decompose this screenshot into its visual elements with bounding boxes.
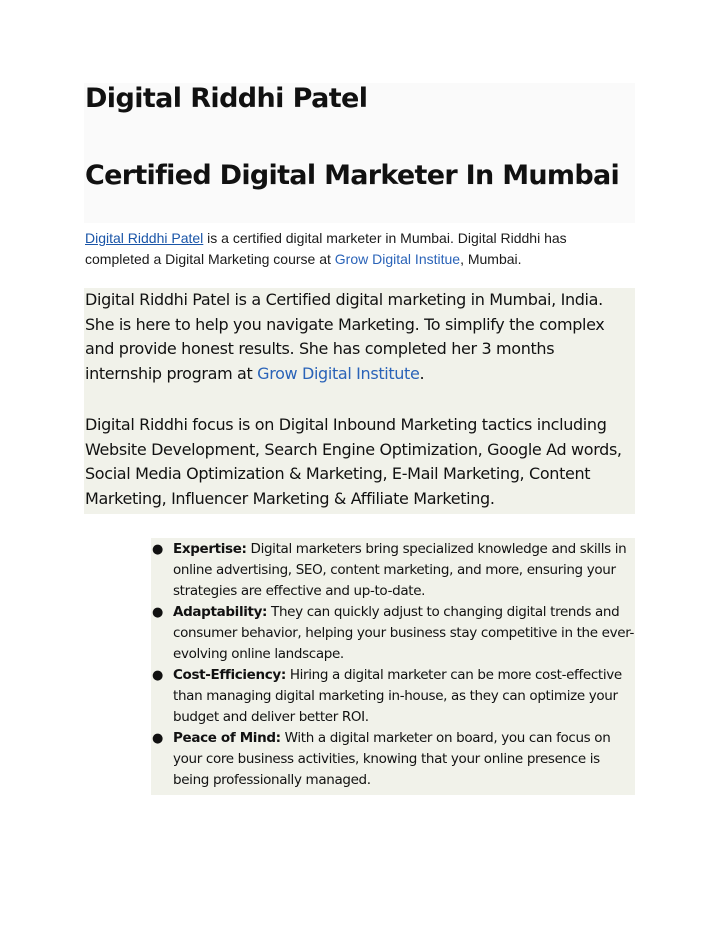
grow-digital-institute-link[interactable]: Grow Digital Institute <box>257 363 420 383</box>
list-item-term: Adaptability: <box>173 604 268 620</box>
list-item <box>152 665 636 728</box>
list-item-text: Hiring a digital marketer can be more cost-effective than managing digital marketing in-house, as they can optimize your budget and deliver better ROI. <box>173 667 622 725</box>
benefits-list <box>152 539 636 791</box>
about-paragraph-end: . <box>419 363 425 383</box>
list-item-text: With a digital marketer on board, you can focus on your core business activities, knowing that your online presence is being professionally managed. <box>173 730 611 788</box>
focus-paragraph <box>85 413 630 511</box>
list-item-term: Peace of Mind: <box>173 730 281 746</box>
list-item-term: Expertise: <box>173 541 247 557</box>
grow-digital-institue-link[interactable]: Grow Digital Institue <box>334 251 461 267</box>
page-subtitle: Certified Digital Marketer In Mumbai <box>85 160 620 191</box>
list-item-text: They can quickly adjust to changing digital trends and consumer behavior, helping your business stay competitive in the ever-evolving online landscape. <box>173 604 635 662</box>
list-item-text: Digital marketers bring specialized knowledge and skills in online advertising, SEO, content marketing, and more, ensuring your strategies are effective and up-to-date. <box>173 541 627 599</box>
about-paragraph-text: Digital Riddhi Patel is a Certified digital marketing in Mumbai, India. She is here to help you navigate Marketing. To simplify the complex and provide honest results. She has completed her 3 months internship program at <box>85 290 605 383</box>
list-item <box>152 728 636 791</box>
about-paragraph <box>85 288 630 386</box>
list-item <box>152 539 636 602</box>
bullet-icon: ● <box>152 731 163 746</box>
intro-text-2: , Mumbai. <box>460 251 522 267</box>
focus-paragraph-text: Digital Riddhi focus is on Digital Inbound Marketing tactics including Website Development, Search Engine Optimization, Google Ad words, Social Media Optimization & Marketing, E-Mail Marketing, Content Marketing, Influencer Marketing & Affiliate Marketing. <box>85 415 622 508</box>
list-item-term: Cost-Efficiency: <box>173 667 286 683</box>
bullet-icon: ● <box>152 605 163 620</box>
list-item <box>152 602 636 665</box>
intro-text-1: is a certified digital marketer in Mumbai. Digital Riddhi has completed a Digital Marketing course at <box>85 230 567 267</box>
intro-paragraph <box>85 228 635 270</box>
bullet-icon: ● <box>152 542 163 557</box>
bullet-icon: ● <box>152 668 163 683</box>
digital-riddhi-patel-link[interactable]: Digital Riddhi Patel <box>85 230 204 246</box>
page-title: Digital Riddhi Patel <box>85 83 368 114</box>
